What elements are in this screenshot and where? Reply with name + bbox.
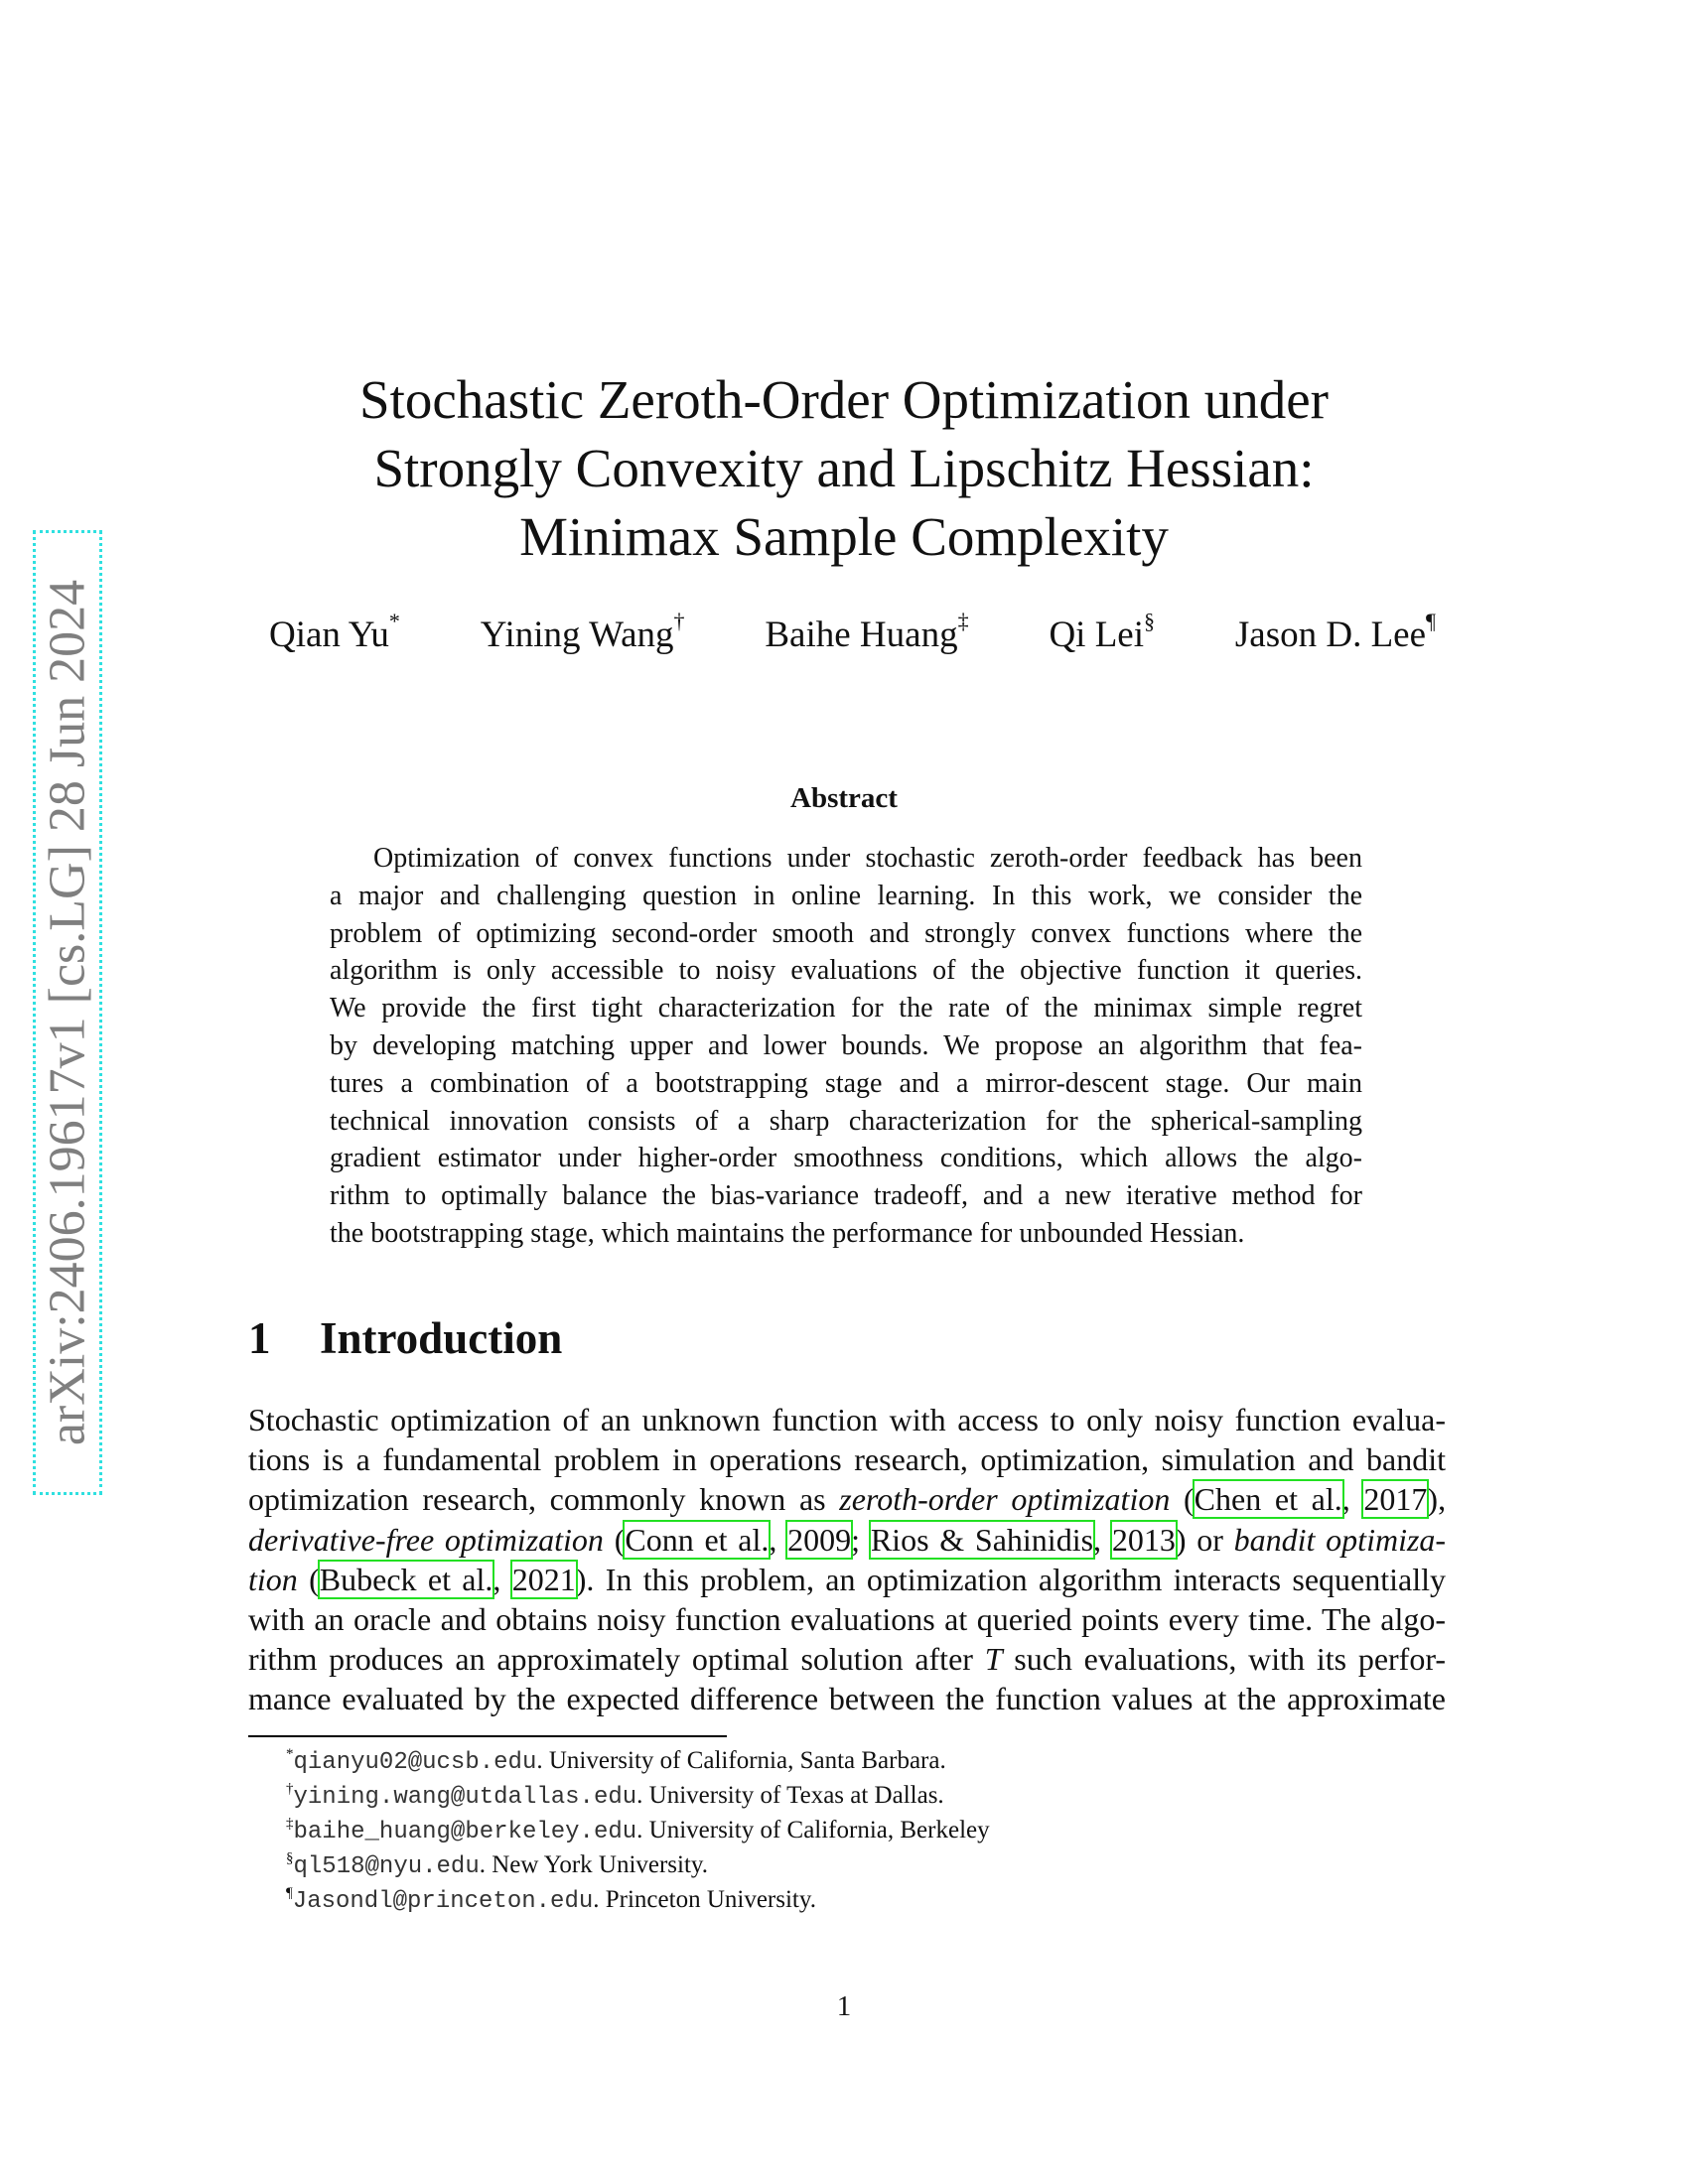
abstract-line: algorithm is only accessible to noisy evaluations of the objective function it queries. [330,955,1362,987]
author-name: Baihe Huang [765,614,958,655]
footnote [286,1779,990,1814]
page-number: 1 [836,1990,852,2022]
footnote-mark: ‡ [286,1816,294,1832]
text: optimization research, commonly known as [248,1481,840,1518]
author-name: Yining Wang [480,614,674,655]
abstract-heading: Abstract [790,782,898,814]
abstract-line: We provide the first tight characterization for the rate of the minimax simple regret [330,993,1362,1024]
text: ). In this problem, an optimization algorithm interacts sequentially [575,1561,1447,1597]
text: with an oracle and obtains noisy function evaluations at queried points every time. The algo- [248,1601,1446,1638]
affiliation: . University of California, Berkeley [636,1817,990,1843]
affiliation: . University of California, Santa Barbara. [536,1747,946,1774]
citation-link[interactable]: 2013 [1111,1521,1176,1558]
italic-text: tion [248,1561,298,1597]
text: rithm produces an approximately optimal solution after [248,1641,985,1678]
email-link[interactable]: ql518@nyu.edu [293,1853,480,1880]
text: tions is a fundamental problem in operations research, optimization, simulation and bandit [248,1441,1446,1478]
footnote-mark: * [388,609,400,633]
abstract-line: rithm to optimally balance the bias-variance tradeoff, and a new iterative method for [330,1180,1362,1212]
text: , [1093,1521,1112,1558]
citation-link[interactable]: Bubeck et al. [319,1561,493,1597]
footnote-mark: § [286,1850,294,1866]
abstract-line: the bootstrapping stage, which maintains the performance for unbounded Hessian. [330,1217,1245,1249]
text: Stochastic optimization of an unknown function with access to only noisy function evalua- [248,1402,1446,1437]
author-name: Jason D. Lee [1234,614,1427,655]
footnote-rule [248,1735,727,1737]
footnote [286,1814,990,1848]
paper-title [0,365,1688,571]
text: ) or [1175,1521,1234,1558]
abstract-line: tures a combination of a bootstrapping stage and a mirror-descent stage. Our main [330,1067,1362,1099]
citation-link[interactable]: Conn et al. [625,1521,770,1558]
affiliation: . New York University. [479,1851,709,1878]
text: , [1341,1481,1364,1518]
footnotes [286,1744,990,1918]
italic-text: zeroth-order optimization [839,1481,1171,1518]
text: ( [1170,1481,1195,1518]
text: ; [851,1521,871,1558]
footnote-mark: ¶ [286,1885,293,1901]
text: ), [1427,1481,1447,1518]
text: such evaluations, with its perfor- [1002,1641,1447,1678]
section-heading [248,1312,562,1364]
footnote-mark: § [1144,609,1156,633]
citation-link[interactable]: 2021 [511,1561,576,1597]
text: , [769,1521,788,1558]
author [765,609,969,656]
title-line: Strongly Convexity and Lipschitz Hessian: [373,438,1315,498]
footnote-mark: ‡ [957,609,969,633]
abstract-line: technical innovation consists of a sharp characterization for the spherical-sampling [330,1105,1362,1137]
italic-text: bandit optimiza- [1233,1521,1447,1558]
text: mance evaluated by the expected difference between the function values at the approximate [248,1681,1446,1717]
email-link[interactable]: baihe_huang@berkeley.edu [293,1819,637,1845]
italic-text: T [984,1641,1003,1678]
email-link[interactable]: qianyu02@ucsb.edu [293,1749,537,1776]
abstract-line: Optimization of convex functions under stochastic zeroth-order feedback has been [373,843,1362,874]
author [1234,609,1436,656]
text: , [492,1561,512,1597]
arxiv-id: arXiv:2406.19617v1 [cs.LG] 28 Jun 2024 [39,579,96,1446]
footnote [286,1744,990,1779]
intro-line [248,1599,1446,1639]
email-link[interactable]: Jasondl@princeton.edu [292,1888,594,1915]
title-line: Minimax Sample Complexity [519,506,1169,567]
citation-link[interactable]: 2009 [787,1521,852,1558]
abstract-line: a major and challenging question in online learning. In this work, we consider the [330,880,1362,911]
author-name: Qian Yu [269,614,389,655]
text: ( [297,1561,320,1597]
author [269,609,400,656]
introduction-paragraph [248,1400,1446,1719]
italic-text: derivative-free optimization [248,1521,604,1558]
section-title: Introduction [320,1313,563,1363]
citation-link[interactable]: Rios & Sahinidis [870,1521,1094,1558]
abstract-line: gradient estimator under higher-order smoothness conditions, which allows the algo- [330,1143,1362,1174]
footnote-mark: ¶ [1426,609,1436,633]
intro-line [248,1679,1446,1718]
text: ( [603,1521,626,1558]
arxiv-stamp[interactable] [33,530,102,1495]
author [1049,609,1156,656]
citation-link[interactable]: 2017 [1363,1481,1428,1518]
footnote-mark: * [286,1746,294,1762]
author-name: Qi Lei [1049,614,1145,655]
citation-link[interactable]: Chen et al. [1194,1481,1342,1518]
footnote [286,1848,990,1883]
abstract-line: problem of optimizing second-order smooth and strongly convex functions where the [330,917,1362,949]
footnote-mark: † [286,1781,294,1797]
author [480,609,685,656]
footnote-mark: † [673,609,685,633]
title-line: Stochastic Zeroth-Order Optimization under [359,369,1329,430]
intro-line [248,1639,1446,1679]
footnote [286,1883,990,1918]
intro-line [248,1479,1446,1519]
abstract-line: by developing matching upper and lower bounds. We propose an algorithm that fea- [330,1029,1362,1061]
intro-line [248,1400,1446,1439]
intro-line [248,1560,1446,1599]
intro-line [248,1439,1446,1479]
author-list [269,609,1436,656]
intro-line [248,1520,1446,1560]
email-link[interactable]: yining.wang@utdallas.edu [293,1784,637,1811]
section-number: 1 [248,1313,271,1363]
abstract-body [330,840,1362,1253]
affiliation: . Princeton University. [593,1886,816,1913]
affiliation: . University of Texas at Dallas. [636,1782,944,1809]
